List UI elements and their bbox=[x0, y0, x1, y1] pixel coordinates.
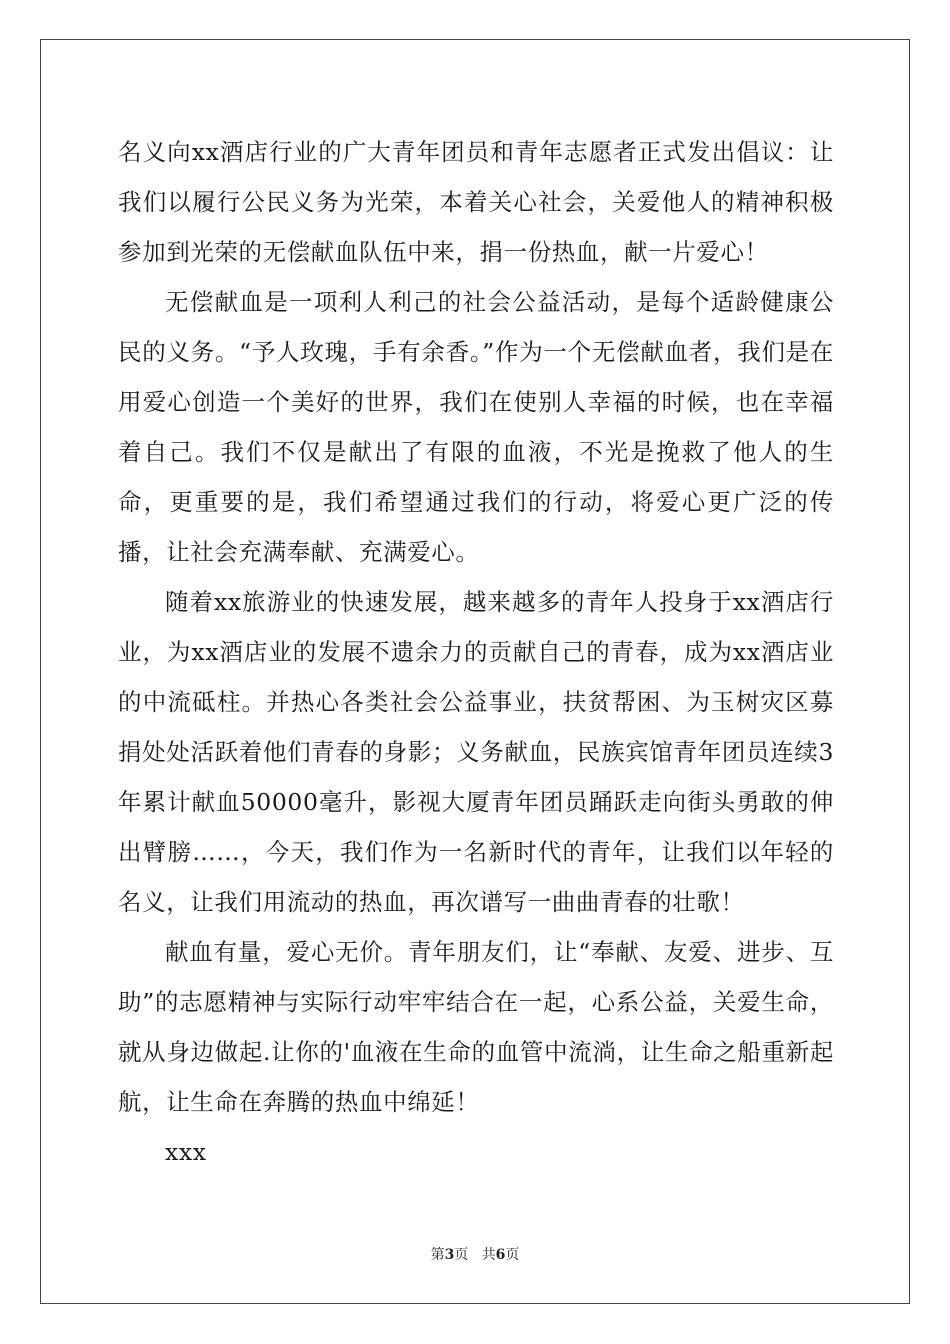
page-current: 3 bbox=[444, 1247, 455, 1263]
page-total: 6 bbox=[495, 1247, 506, 1263]
page-footer bbox=[0, 1244, 950, 1264]
paragraph-4: 献血有量，爱心无价。青年朋友们，让“奉献、友爱、进步、互助”的志愿精神与实际行动牢牢结合在一起，心系公益，关爱生命，就从身边做起.让你的'血液在生命的血管中流淌，让生命之船重新起航，让生命在奔腾的热血中绵延！ bbox=[118, 938, 834, 1116]
paragraph-3: 随着xx旅游业的快速发展，越来越多的青年人投身于xx酒店行业，为xx酒店业的发展不遗余力的贡献自己的青春，成为xx酒店业的中流砥柱。并热心各类社会公益事业，扶贫帮困、为玉树灾区募捐处处活跃着他们青春的身影；义务献血，民族宾馆青年团员连续3年累计献血50000毫升，影视大厦青年团员踊跃走向街头勇敢的伸出臂膀……，今天，我们作为一名新时代的青年，让我们以年轻的名义，让我们用流动的热血，再次谱写一曲曲青春的壮歌！ bbox=[118, 588, 834, 916]
paragraph-2: 无偿献血是一项利人利己的社会公益活动，是每个适龄健康公民的义务。“予人玫瑰，手有余香。”作为一个无偿献血者，我们是在用爱心创造一个美好的世界，我们在使别人幸福的时候，也在幸福着自己。我们不仅是献出了有限的血液，不光是挽救了他人的生命，更重要的是，我们希望通过我们的行动，将爱心更广泛的传播，让社会充满奉献、充满爱心。 bbox=[118, 288, 834, 566]
paragraph-1: 名义向xx酒店行业的广大青年团员和青年志愿者正式发出倡议：让我们以履行公民义务为光荣，本着关心社会，关爱他人的精神积极参加到光荣的无偿献血队伍中来，捐一份热血，献一片爱心！ bbox=[118, 138, 834, 266]
signature: xxx bbox=[165, 1138, 207, 1166]
total-unit: 页 bbox=[505, 1247, 520, 1263]
document-body bbox=[118, 127, 834, 1177]
total-prefix: 共 bbox=[481, 1247, 496, 1263]
page-prefix: 第 bbox=[430, 1247, 445, 1263]
page-unit: 页 bbox=[454, 1247, 469, 1263]
